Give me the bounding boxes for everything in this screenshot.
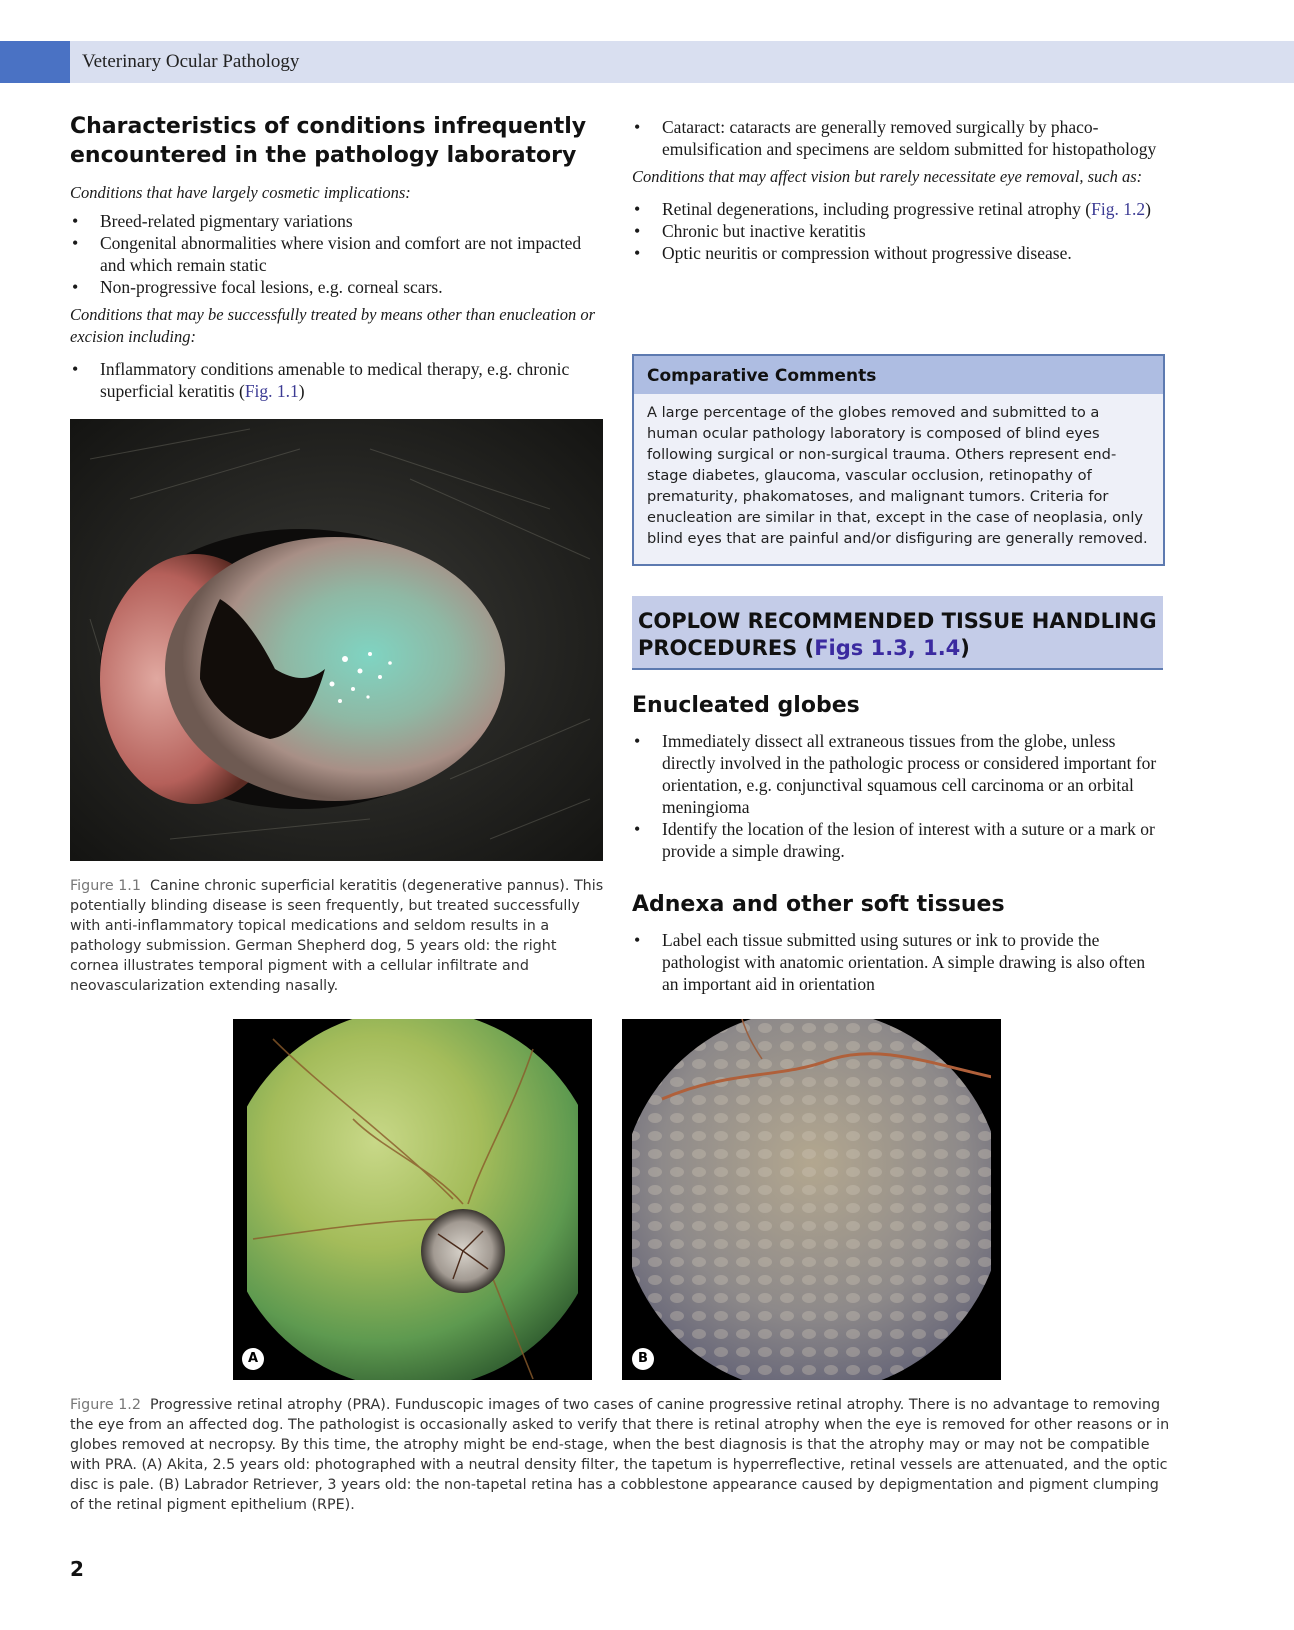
comparative-comments-box bbox=[632, 354, 1165, 566]
figure-label: Figure 1.2 bbox=[70, 1397, 141, 1413]
list-item: • Breed-related pigmentary variations bbox=[70, 210, 605, 232]
header-accent-block bbox=[0, 41, 70, 83]
list-item: • Label each tissue submitted using sutures or ink to provide the pathologist with anatomic orientation. A simple drawing is also often an important aid in orientation bbox=[632, 929, 1165, 995]
adnexa-list bbox=[632, 929, 1165, 995]
page-number: 2 bbox=[70, 1557, 84, 1581]
cosmetic-list bbox=[70, 210, 605, 298]
intro-cosmetic: Conditions that have largely cosmetic implications: bbox=[70, 183, 411, 202]
coplow-section-banner bbox=[632, 596, 1163, 670]
cataract-list bbox=[632, 116, 1165, 160]
left-column bbox=[70, 112, 605, 408]
fig-1-2-link[interactable]: Fig. 1.2 bbox=[1091, 199, 1146, 219]
list-item: • Inflammatory conditions amenable to medical therapy, e.g. chronic superficial keratitis (Fig. 1.1) bbox=[70, 358, 605, 402]
figure-1-2b-photo bbox=[622, 1019, 1001, 1380]
comparative-comments-title: Comparative Comments bbox=[634, 356, 1163, 394]
figure-caption-text: Canine chronic superficial keratitis (degenerative pannus). This potentially blinding disease is seen frequently, but treated successfully with anti-inflammatory topical medications and seldom results in a pathology submission. German Shepherd dog, 5 years old: the right cornea illustrates temporal pigment with a cellular infiltrate and neovascularization extending nasally. bbox=[70, 878, 604, 994]
panel-a-badge: A bbox=[242, 1348, 264, 1370]
vision-list bbox=[632, 198, 1165, 264]
figs-1-3-1-4-link[interactable]: Figs 1.3, 1.4 bbox=[814, 636, 961, 660]
figure-1-2-caption bbox=[70, 1395, 1170, 1515]
figure-1-1-photo bbox=[70, 419, 603, 861]
list-item: • Congenital abnormalities where vision and comfort are not impacted and which remain static bbox=[70, 232, 605, 276]
list-item: • Optic neuritis or compression without progressive disease. bbox=[632, 242, 1165, 264]
adnexa-heading: Adnexa and other soft tissues bbox=[632, 892, 1005, 917]
comparative-comments-body: A large percentage of the globes removed and submitted to a human ocular pathology laboratory is composed of blind eyes following surgical or non-surgical trauma. Others represent end-stage diabetes, glaucoma, vascular occlusion, retinopathy of prematurity, phakomatoses, and malignant tumors. Criteria for enucleation are similar in that, except in the case of neoplasia, only blind eyes that are painful and/or disfiguring are generally removed. bbox=[647, 404, 1148, 547]
right-column bbox=[632, 116, 1165, 270]
adnexa-section bbox=[632, 891, 1165, 1001]
figure-label: Figure 1.1 bbox=[70, 878, 141, 894]
fig-1-1-link[interactable]: Fig. 1.1 bbox=[244, 381, 299, 401]
treatable-list bbox=[70, 358, 605, 402]
intro-treatable: Conditions that may be successfully treated by means other than enucleation or excision including: bbox=[70, 305, 596, 346]
figure-caption-text: Progressive retinal atrophy (PRA). Funduscopic images of two cases of canine progressive retinal atrophy. There is no advantage to removing the eye from an affected dog. The pathologist is occasionally asked to verify that there is retinal atrophy when the eye is removed for other reasons or in globes removed at necropsy. By this time, the atrophy might be end-stage, when the best diagnosis is that the atrophy may or may not be compatible with PRA. (A) Akita, 2.5 years old: photographed with a neutral density filter, the tapetum is hyperreflective, retinal vessels are attenuated, and the optic disc is pale. (B) Labrador Retriever, 3 years old: the non-tapetal retina has a cobblestone appearance caused by depigmentation and pigment clumping of the retinal pigment epithelium (RPE). bbox=[70, 1397, 1170, 1513]
list-item: • Chronic but inactive keratitis bbox=[632, 220, 1165, 242]
running-head-title: Veterinary Ocular Pathology bbox=[82, 51, 300, 72]
list-item: • Retinal degenerations, including progressive retinal atrophy (Fig. 1.2) bbox=[632, 198, 1165, 220]
panel-b-badge: B bbox=[632, 1348, 654, 1370]
list-item: • Cataract: cataracts are generally removed surgically by phaco-emulsification and specimens are seldom submitted for histopathology bbox=[632, 116, 1165, 160]
figure-1-2a-photo bbox=[233, 1019, 592, 1380]
enucleated-section bbox=[632, 692, 1165, 868]
section-heading-characteristics: Characteristics of conditions infrequently encountered in the pathology laboratory bbox=[70, 114, 587, 168]
coplow-heading: COPLOW RECOMMENDED TISSUE HANDLING PROCEDURES (Figs 1.3, 1.4) bbox=[638, 609, 1157, 660]
list-item: • Identify the location of the lesion of interest with a suture or a mark or provide a simple drawing. bbox=[632, 818, 1165, 862]
intro-vision: Conditions that may affect vision but rarely necessitate eye removal, such as: bbox=[632, 167, 1143, 186]
figure-1-1-caption bbox=[70, 876, 605, 996]
list-item: • Non-progressive focal lesions, e.g. corneal scars. bbox=[70, 276, 605, 298]
enucleated-heading: Enucleated globes bbox=[632, 693, 860, 718]
list-item: • Immediately dissect all extraneous tissues from the globe, unless directly involved in the pathologic process or considered important for orientation, e.g. conjunctival squamous cell carcinoma or an orbital meningioma bbox=[632, 730, 1165, 818]
enucleated-list bbox=[632, 730, 1165, 862]
